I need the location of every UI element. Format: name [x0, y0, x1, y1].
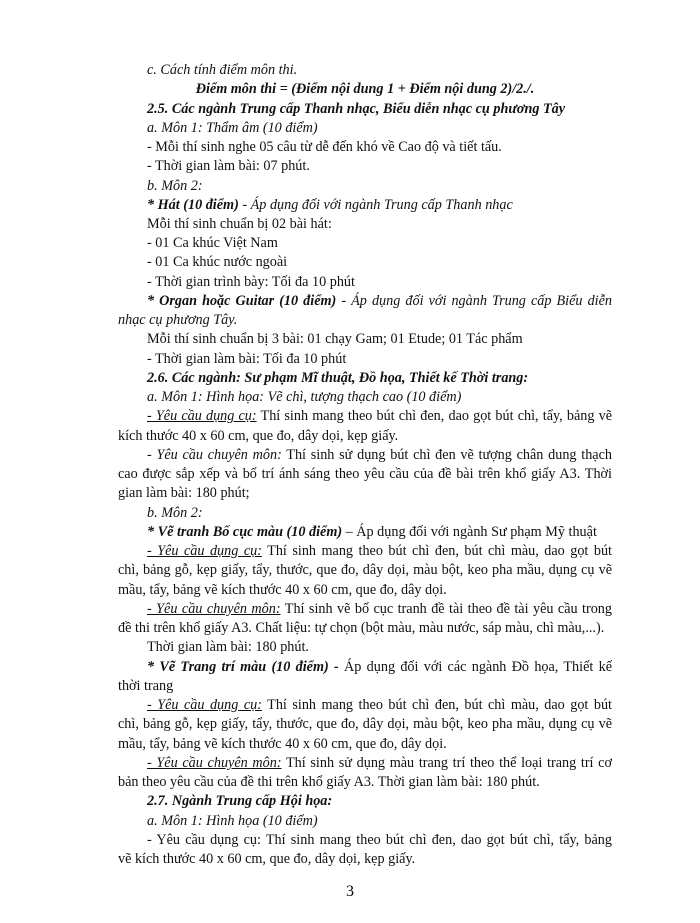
item-note: - Áp dụng đối với ngành Trung cấp Thanh nhạc: [238, 196, 513, 213]
page-number: 3: [346, 883, 354, 900]
paragraph-line: - 01 Ca khúc nước ngoài: [147, 254, 288, 271]
subject-1-heading: a. Môn 1: Hình họa (10 điểm): [147, 812, 318, 829]
requirement-text: Thí sinh sử dụng bút chì đen vẽ tượng chân dung thạch: [281, 446, 612, 463]
requirement-label: - Yêu cầu chuyên môn:: [147, 446, 282, 463]
paragraph-line: mầu, tẩy, bảng vẽ kích thước 40 x 60 cm, que đo, dây dọi.: [118, 581, 447, 598]
subject-2-heading: b. Môn 2:: [147, 504, 203, 521]
requirement-label: - Yêu cầu chuyên môn:: [147, 754, 282, 771]
paragraph-line: thời trang: [118, 677, 174, 694]
paragraph-line: vẽ kích thước 40 x 60 cm, que đo, dây dọi, kẹp giấy.: [118, 851, 416, 867]
paragraph-line: Mỗi thí sinh chuẩn bị 02 bài hát:: [147, 216, 332, 232]
paragraph-line: [147, 522, 612, 543]
requirement-label: - Yêu cầu dụng cụ:: [147, 697, 262, 713]
item-note: – Áp dụng đối với ngành Sư phạm Mỹ thuật: [342, 523, 597, 540]
requirement-text: Thí sinh mang theo bút chì đen, dao gọt bút chì, tẩy, bảng vẽ: [256, 408, 612, 425]
item-title: * Vẽ Trang trí màu (10 điểm) -: [147, 658, 339, 675]
paragraph-line: [147, 599, 612, 620]
paragraph-line: [147, 657, 612, 678]
paragraph-line: đề thi trên khổ giấy A3. Chất liệu: tự chọn (bột màu, màu nước, sáp màu, chì màu,...).: [118, 620, 605, 637]
paragraph-line: - Yêu cầu dụng cụ: Thí sinh mang theo bút chì đen, dao gọt bút chì, tẩy, bảng: [147, 831, 612, 848]
item-title: * Organ hoặc Guitar (10 điểm): [147, 292, 337, 309]
subject-1-heading: a. Môn 1: Hình họa: Vẽ chì, tượng thạch cao (10 điểm): [147, 389, 462, 406]
paragraph-line: Mỗi thí sinh chuẩn bị 3 bài: 01 chạy Gam; 01 Etude; 01 Tác phẩm: [147, 331, 523, 348]
paragraph-line: mầu, tẩy, bảng vẽ kích thước 40 x 60 cm, que đo, dây dọi.: [118, 735, 447, 752]
paragraph-line: - Thời gian làm bài: 07 phút.: [147, 158, 310, 175]
paragraph-line: chì, bảng gỗ, kẹp giấy, tẩy, thước, que đo, dây dọi, màu bột, keo pha mầu, dụng cụ vẽ: [118, 562, 612, 579]
requirement-text: Thí sinh mang theo bút chì đen, bút chì màu, dao gọt bút: [261, 697, 612, 713]
section-2-5-heading: 2.5. Các ngành Trung cấp Thanh nhạc, Biểu diễn nhạc cụ phương Tây: [147, 100, 566, 117]
item-title: * Vẽ tranh Bố cục màu (10 điểm): [147, 523, 343, 540]
paragraph-line: [147, 445, 612, 466]
paragraph-line: [147, 291, 612, 312]
paragraph-line: [147, 541, 612, 562]
requirement-text: Thí sinh mang theo bút chì đen, bút chì màu, dao gọt bút: [261, 543, 612, 560]
section-2-6-heading: 2.6. Các ngành: Sư phạm Mĩ thuật, Đồ họa, Thiết kế Thời trang:: [147, 369, 529, 386]
section-c-heading: c. Cách tính điểm môn thi.: [147, 62, 298, 78]
paragraph-line: chì, bảng gỗ, kẹp giấy, tẩy, thước, que đo, dây dọi, màu bột, keo pha mầu, dụng cụ vẽ: [118, 716, 612, 733]
paragraph-line: - Thời gian làm bài: Tối đa 10 phút: [147, 350, 347, 367]
paragraph-line: kích thước 40 x 60 cm, que đo, dây dọi, kẹp giấy.: [118, 427, 399, 444]
paragraph-line: [147, 753, 612, 774]
paragraph-line: Thời gian làm bài: 180 phút.: [147, 639, 309, 656]
item-note: - Áp dụng đối với ngành Trung cấp Biểu diễn: [336, 292, 612, 309]
requirement-text: Thí sinh sử dụng màu trang trí theo thể loại trang trí cơ: [281, 754, 612, 771]
requirement-text: Thí sinh vẽ bố cục tranh đề tài theo đề tài yêu cầu trong: [280, 600, 612, 617]
item-note: Áp dụng đối với các ngành Đồ họa, Thiết kế: [338, 658, 612, 675]
requirement-label: - Yêu cầu dụng cụ:: [147, 408, 257, 425]
paragraph-line: nhạc cụ phương Tây.: [118, 312, 238, 329]
section-2-7-heading: 2.7. Ngành Trung cấp Hội họa:: [147, 793, 333, 810]
requirement-label: - Yêu cầu chuyên môn:: [147, 600, 281, 617]
item-title: * Hát (10 điểm): [147, 196, 239, 213]
paragraph-line: [147, 695, 612, 716]
score-formula: Điểm môn thi = (Điểm nội dung 1 + Điểm nội dung 2)/2./.: [195, 81, 535, 98]
paragraph-line: - Thời gian trình bày: Tối đa 10 phút: [147, 273, 355, 290]
paragraph-line: gian làm bài: 180 phút;: [118, 485, 250, 502]
subject-2-heading: b. Môn 2:: [147, 177, 203, 194]
subject-1-heading: a. Môn 1: Thẩm âm (10 điểm): [147, 119, 318, 136]
requirement-label: - Yêu cầu dụng cụ:: [147, 543, 262, 560]
paragraph-line: - 01 Ca khúc Việt Nam: [147, 235, 278, 252]
paragraph-line: - Mỗi thí sinh nghe 05 câu từ dễ đến khó về Cao độ và tiết tấu.: [147, 139, 502, 155]
paragraph-line: bản theo yêu cầu của đề thi trên khổ giấy A3. Thời gian làm bài: 180 phút.: [118, 774, 540, 790]
paragraph-line: [147, 195, 612, 216]
paragraph-line: cao được sắp xếp và bố trí ánh sáng theo yêu cầu của đề bài trên khổ giấy A3. Thời: [118, 466, 612, 483]
paragraph-line: [147, 406, 612, 427]
